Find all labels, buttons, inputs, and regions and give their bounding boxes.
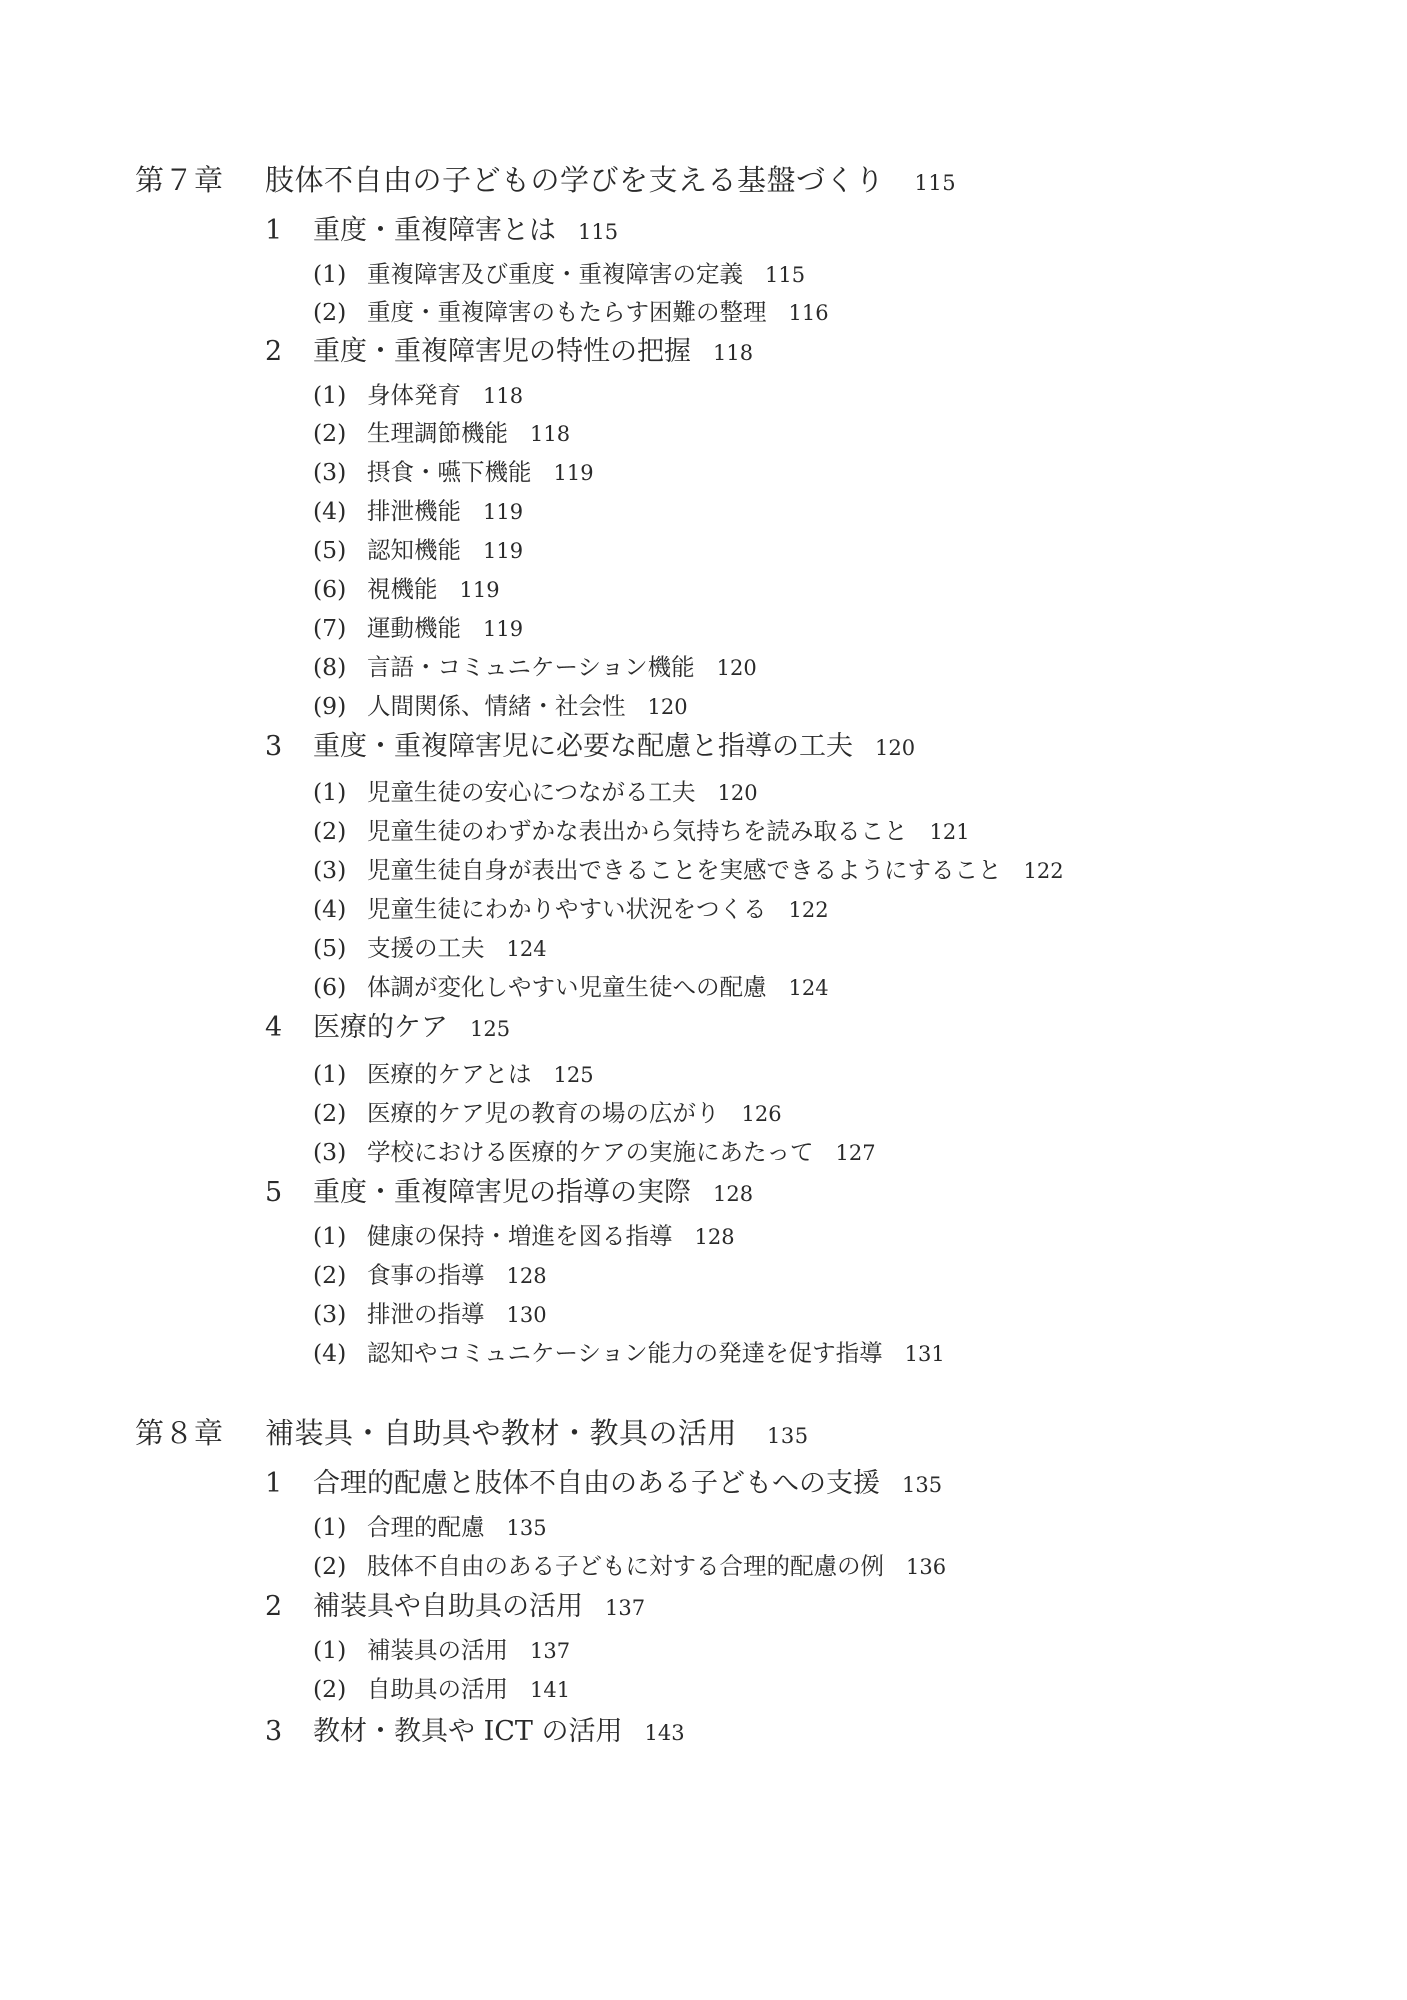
subsection-title: 支援の工夫 <box>367 934 485 962</box>
page-number: 120 <box>716 656 757 680</box>
subsection-number: (2) <box>313 298 347 326</box>
page-number: 120 <box>717 781 758 805</box>
page-number: 118 <box>483 384 524 408</box>
page-number: 141 <box>530 1678 571 1702</box>
subsection-number: (2) <box>313 817 347 845</box>
subsection-title: 補装具の活用 <box>367 1636 508 1664</box>
section-title: 補装具や自助具の活用 <box>313 1591 583 1622</box>
section-number: 5 <box>265 1177 283 1208</box>
subsection-title: 学校における医療的ケアの実施にあたって <box>367 1138 814 1166</box>
page-number: 143 <box>644 1721 685 1745</box>
subsection-entry <box>313 1631 570 1665</box>
subsection-title: 体調が変化しやすい児童生徒への配慮 <box>367 973 767 1001</box>
subsection-entry <box>313 1670 570 1704</box>
subsection-title: 重複障害及び重度・重複障害の定義 <box>367 260 743 288</box>
subsection-title: 医療的ケアとは <box>367 1060 532 1088</box>
subsection-entry <box>313 851 1064 885</box>
subsection-title: 健康の保持・増進を図る指導 <box>367 1222 673 1250</box>
section-heading <box>265 724 915 763</box>
section-title: 医療的ケア <box>313 1012 448 1043</box>
page-number: 121 <box>929 820 970 844</box>
subsection-number: (4) <box>313 895 347 923</box>
subsection-title: 医療的ケア児の教育の場の広がり <box>367 1099 720 1127</box>
subsection-entry <box>313 255 805 289</box>
page-number: 115 <box>578 220 619 244</box>
subsection-title: 生理調節機能 <box>367 419 508 447</box>
page-number: 118 <box>713 341 754 365</box>
subsection-entry <box>313 1334 945 1368</box>
subsection-number: (1) <box>313 381 347 409</box>
subsection-entry <box>313 968 829 1002</box>
page-number: 136 <box>906 1555 947 1579</box>
subsection-number: (3) <box>313 856 347 884</box>
subsection-title: 身体発育 <box>367 381 461 409</box>
subsection-number: (2) <box>313 1675 347 1703</box>
section-heading <box>265 1005 510 1044</box>
page-number: 115 <box>914 171 957 195</box>
subsection-number: (3) <box>313 458 347 486</box>
subsection-entry <box>313 687 688 721</box>
page-number: 122 <box>1023 859 1064 883</box>
section-number: 2 <box>265 1591 283 1622</box>
section-heading <box>265 1170 753 1209</box>
subsection-title: 摂食・嚥下機能 <box>367 458 532 486</box>
page-number: 128 <box>694 1225 735 1249</box>
section-number: 2 <box>265 336 283 367</box>
subsection-title: 運動機能 <box>367 614 461 642</box>
section-heading <box>265 1709 685 1748</box>
page-number: 126 <box>741 1102 782 1126</box>
section-number: 3 <box>265 731 283 762</box>
subsection-number: (5) <box>313 934 347 962</box>
subsection-number: (6) <box>313 973 347 1001</box>
subsection-entry <box>313 773 758 807</box>
page-number: 131 <box>904 1342 945 1366</box>
page-number: 120 <box>647 695 688 719</box>
page-number: 135 <box>767 1424 809 1448</box>
subsection-number: (1) <box>313 1222 347 1250</box>
chapter-label: 第７章 <box>135 163 224 197</box>
subsection-number: (2) <box>313 419 347 447</box>
subsection-number: (6) <box>313 575 347 603</box>
page-number: 128 <box>506 1264 547 1288</box>
subsection-entry <box>313 1256 547 1290</box>
subsection-number: (2) <box>313 1261 347 1289</box>
page-number: 135 <box>902 1473 943 1497</box>
page-number: 124 <box>506 937 547 961</box>
subsection-title: 食事の指導 <box>367 1261 485 1289</box>
section-number: 1 <box>265 1468 283 1499</box>
subsection-entry <box>313 648 757 682</box>
page-number: 119 <box>553 461 594 485</box>
section-title: 重度・重複障害とは <box>313 215 556 246</box>
page-number: 120 <box>875 736 916 760</box>
subsection-entry <box>313 414 570 448</box>
subsection-title: 児童生徒の安心につながる工夫 <box>367 778 696 806</box>
subsection-entry <box>313 812 970 846</box>
subsection-number: (4) <box>313 497 347 525</box>
page-number: 115 <box>765 263 806 287</box>
subsection-number: (1) <box>313 778 347 806</box>
subsection-number: (1) <box>313 1636 347 1664</box>
chapter-heading <box>135 1411 809 1452</box>
subsection-title: 重度・重複障害のもたらす困難の整理 <box>367 298 767 326</box>
subsection-title: 肢体不自由のある子どもに対する合理的配慮の例 <box>367 1552 884 1580</box>
page-number: 125 <box>470 1017 511 1041</box>
subsection-number: (1) <box>313 260 347 288</box>
subsection-title: 自助具の活用 <box>367 1675 508 1703</box>
subsection-entry <box>313 531 523 565</box>
subsection-title: 言語・コミュニケーション機能 <box>367 653 695 681</box>
subsection-number: (2) <box>313 1099 347 1127</box>
section-heading <box>265 208 618 247</box>
subsection-title: 児童生徒のわずかな表出から気持ちを読み取ること <box>367 817 908 845</box>
subsection-number: (2) <box>313 1552 347 1580</box>
page-number: 137 <box>530 1639 571 1663</box>
chapter-title: 補装具・自助具や教材・教具の活用 <box>265 1416 738 1450</box>
subsection-number: (1) <box>313 1060 347 1088</box>
subsection-entry <box>313 1055 594 1089</box>
subsection-number: (5) <box>313 536 347 564</box>
subsection-title: 人間関係、情緒・社会性 <box>367 692 626 720</box>
subsection-title: 児童生徒自身が表出できることを実感できるようにすること <box>367 856 1002 884</box>
subsection-entry <box>313 1133 876 1167</box>
section-number: 4 <box>265 1012 283 1043</box>
subsection-number: (3) <box>313 1138 347 1166</box>
page-number: 137 <box>605 1596 646 1620</box>
subsection-number: (4) <box>313 1339 347 1367</box>
page-number: 128 <box>713 1182 754 1206</box>
section-heading <box>265 1461 942 1500</box>
section-title: 教材・教具や ICT の活用 <box>313 1716 623 1747</box>
subsection-entry <box>313 1295 547 1329</box>
subsection-entry <box>313 492 523 526</box>
subsection-title: 認知機能 <box>367 536 461 564</box>
subsection-number: (3) <box>313 1300 347 1328</box>
section-title: 重度・重複障害児の特性の把握 <box>313 336 691 367</box>
subsection-entry <box>313 890 829 924</box>
subsection-title: 合理的配慮 <box>367 1513 485 1541</box>
subsection-entry <box>313 570 500 604</box>
subsection-entry <box>313 1547 946 1581</box>
page-number: 125 <box>553 1063 594 1087</box>
section-number: 1 <box>265 215 283 246</box>
subsection-entry <box>313 929 547 963</box>
page-number: 135 <box>506 1516 547 1540</box>
section-title: 合理的配慮と肢体不自由のある子どもへの支援 <box>313 1468 880 1499</box>
subsection-number: (9) <box>313 692 347 720</box>
page-number: 124 <box>788 976 829 1000</box>
page-number: 119 <box>483 539 524 563</box>
page-number: 122 <box>788 898 829 922</box>
page-number: 127 <box>835 1141 876 1165</box>
subsection-title: 排泄機能 <box>367 497 461 525</box>
page-number: 119 <box>483 617 524 641</box>
chapter-title: 肢体不自由の子どもの学びを支える基盤づくり <box>265 163 885 197</box>
section-number: 3 <box>265 1716 283 1747</box>
subsection-number: (7) <box>313 614 347 642</box>
subsection-entry <box>313 453 594 487</box>
section-title: 重度・重複障害児に必要な配慮と指導の工夫 <box>313 731 853 762</box>
subsection-entry <box>313 293 829 327</box>
page-number: 119 <box>459 578 500 602</box>
section-heading <box>265 1584 645 1623</box>
page-number: 119 <box>483 500 524 524</box>
subsection-title: 排泄の指導 <box>367 1300 485 1328</box>
section-title: 重度・重複障害児の指導の実際 <box>313 1177 691 1208</box>
subsection-entry <box>313 1217 735 1251</box>
subsection-title: 視機能 <box>367 575 438 603</box>
page-number: 118 <box>530 422 571 446</box>
subsection-entry <box>313 1508 547 1542</box>
subsection-entry <box>313 1094 782 1128</box>
subsection-title: 認知やコミュニケーション能力の発達を促す指導 <box>367 1339 883 1367</box>
page-number: 130 <box>506 1303 547 1327</box>
subsection-title: 児童生徒にわかりやすい状況をつくる <box>367 895 767 923</box>
chapter-label: 第８章 <box>135 1416 224 1450</box>
subsection-number: (1) <box>313 1513 347 1541</box>
subsection-number: (8) <box>313 653 347 681</box>
subsection-entry <box>313 376 523 410</box>
subsection-entry <box>313 609 523 643</box>
page-number: 116 <box>788 301 829 325</box>
section-heading <box>265 329 753 368</box>
chapter-heading <box>135 158 956 199</box>
